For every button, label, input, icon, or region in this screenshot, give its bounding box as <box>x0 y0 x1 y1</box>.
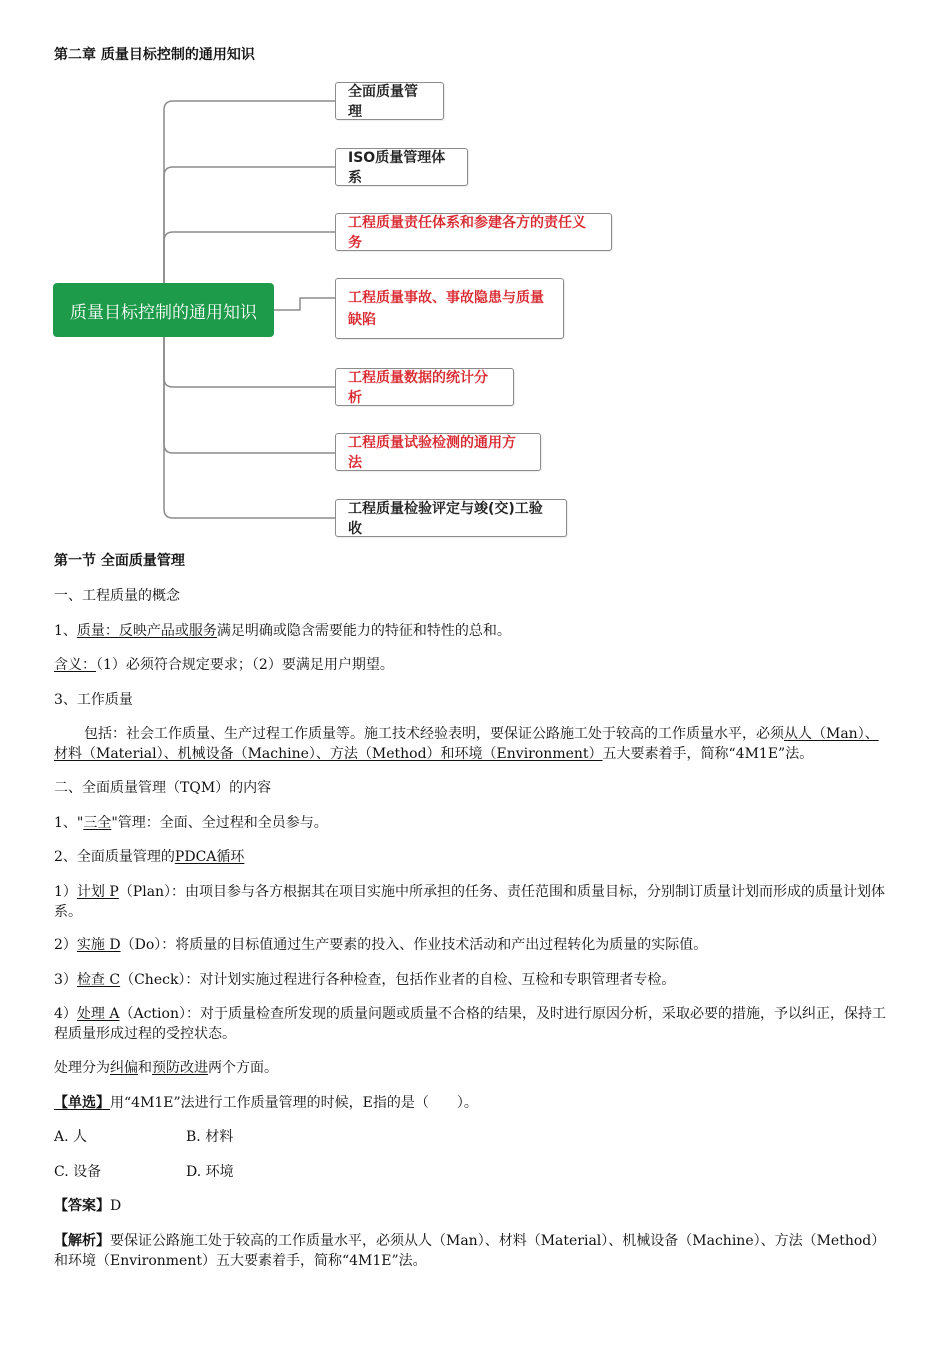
mindmap-branch-accident: 工程质量事故、事故隐患与质量缺陷 <box>335 278 564 339</box>
paragraph-text: "管理：全面、全过程和全员参与。 <box>111 815 328 831</box>
heading-tqm-content: 二、全面质量管理（TQM）的内容 <box>54 780 272 796</box>
option-text: 环境 <box>205 1164 234 1180</box>
paragraph-text: 满足明确或隐含需要能力的特征和特性的总和。 <box>216 623 511 639</box>
analysis-text: 要保证公路施工处于较高的工作质量水平，必须从人（Man）、材料（Material）、机械设备（Machine）、方法（Method）和环境（Environment）五大要素着手，简称“4M1E”法。 <box>54 1233 886 1269</box>
option-text: 材料 <box>205 1129 234 1145</box>
chapter-title: 第二章 质量目标控制的通用知识 <box>54 47 255 63</box>
question-tag: 【单选】 <box>54 1095 110 1111</box>
underlined-term: 从人 <box>784 726 812 742</box>
section-title: 第一节 全面质量管理 <box>54 553 185 569</box>
option-key: A. <box>54 1129 69 1145</box>
underlined-term: 计划 P <box>76 884 119 900</box>
paragraph-text: （Plan）：由项目参与各方根据其在项目实施中所承担的任务、责任范围和质量目标，分别制订质量计划而形成的质量计划体系。 <box>54 884 886 920</box>
option-key: D. <box>186 1164 202 1180</box>
mindmap-branch-iso: ISO质量管理体系 <box>335 148 468 186</box>
answer <box>54 1196 121 1216</box>
paragraph-text: 两个方面。 <box>208 1060 278 1076</box>
paragraph-text: 2、全面质量管理的 <box>54 849 175 865</box>
underlined-term: 预防改进 <box>152 1060 208 1076</box>
paragraph-quality-definition <box>54 621 511 641</box>
pdca-item-do <box>54 935 890 955</box>
mindmap-branch-testing: 工程质量试验检测的通用方法 <box>335 433 541 471</box>
item-number: 3） <box>54 972 77 988</box>
paragraph-meaning <box>54 655 394 675</box>
item-number: 1） <box>54 884 77 900</box>
underlined-term: 实施 D <box>76 937 121 953</box>
pdca-item-action <box>54 1004 890 1044</box>
mindmap-branch-tqm: 全面质量管理 <box>335 82 444 120</box>
question-stem <box>54 1093 478 1113</box>
option-b <box>186 1127 233 1147</box>
mindmap-root: 质量目标控制的通用知识 <box>53 283 274 337</box>
paragraph-text: 处理分为 <box>54 1060 110 1076</box>
pdca-item-check <box>54 970 890 990</box>
mindmap-branch-acceptance: 工程质量检验评定与竣(交)工验收 <box>335 499 567 537</box>
paragraph-text: 包括：社会工作质量、生产过程工作质量等。施工技术经验表明，要保证公路施工处于较高的工作质量水平，必须 <box>84 726 784 742</box>
question-text: 用“4M1E”法进行工作质量管理的时候，E指的是（ ）。 <box>110 1095 478 1111</box>
underlined-term: 三全 <box>83 815 112 831</box>
option-text: 设备 <box>73 1164 102 1180</box>
underlined-term: （Man）、材料（Material）、机械设备（Machine）、方法（Method）和环境（Environment） <box>54 726 879 762</box>
item-number: 4） <box>54 1006 77 1022</box>
option-key: B. <box>186 1129 201 1145</box>
underlined-term: 质量： <box>76 623 119 639</box>
paragraph-text: （Do）：将质量的目标值通过生产要素的投入、作业技术活动和产出过程转化为质量的实际值。 <box>120 937 708 953</box>
mindmap-branch-statistics: 工程质量数据的统计分析 <box>335 368 514 406</box>
underlined-term: 纠偏 <box>110 1060 138 1076</box>
option-key: C. <box>54 1164 69 1180</box>
underlined-term: 反映产品或服务 <box>118 623 217 639</box>
answer-value: D <box>110 1198 122 1214</box>
paragraph-work-quality <box>54 724 890 764</box>
paragraph-text: 五大要素着手，简称“4M1E”法。 <box>602 746 814 762</box>
item-number: 2） <box>54 937 77 953</box>
analysis-label: 【解析】 <box>54 1233 110 1249</box>
option-text: 人 <box>73 1129 88 1145</box>
item-number: 1、 <box>54 623 77 639</box>
paragraph-three-all <box>54 813 328 833</box>
paragraph-pdca <box>54 847 244 867</box>
paragraph-text: 1、" <box>54 815 84 831</box>
option-d <box>186 1162 234 1182</box>
analysis <box>54 1231 890 1271</box>
underlined-term: 检查 C <box>76 972 121 988</box>
paragraph-text: 和 <box>138 1060 152 1076</box>
paragraph-text: （1）必须符合规定要求；（2）要满足用户期望。 <box>96 657 394 673</box>
answer-label: 【答案】 <box>54 1198 110 1214</box>
underlined-term: PDCA循环 <box>174 849 245 865</box>
heading-quality-concept: 一、工程质量的概念 <box>54 588 180 604</box>
paragraph-text: （Action）：对于质量检查所发现的质量问题或质量不合格的结果，及时进行原因分析，采取必要的措施，予以纠正，保持工程质量形成过程的受控状态。 <box>54 1006 886 1042</box>
mindmap-branch-responsibility: 工程质量责任体系和参建各方的责任义务 <box>335 213 612 251</box>
option-a <box>54 1127 87 1147</box>
heading-work-quality: 3、工作质量 <box>54 692 133 708</box>
pdca-item-plan <box>54 882 890 922</box>
underlined-term: 处理 A <box>76 1006 120 1022</box>
underlined-term: 含义： <box>54 657 96 673</box>
paragraph-text: （Check）：对计划实施过程进行各种检查，包括作业者的自检、互检和专职管理者专检。 <box>120 972 676 988</box>
paragraph-handling <box>54 1058 278 1078</box>
option-c <box>54 1162 101 1182</box>
